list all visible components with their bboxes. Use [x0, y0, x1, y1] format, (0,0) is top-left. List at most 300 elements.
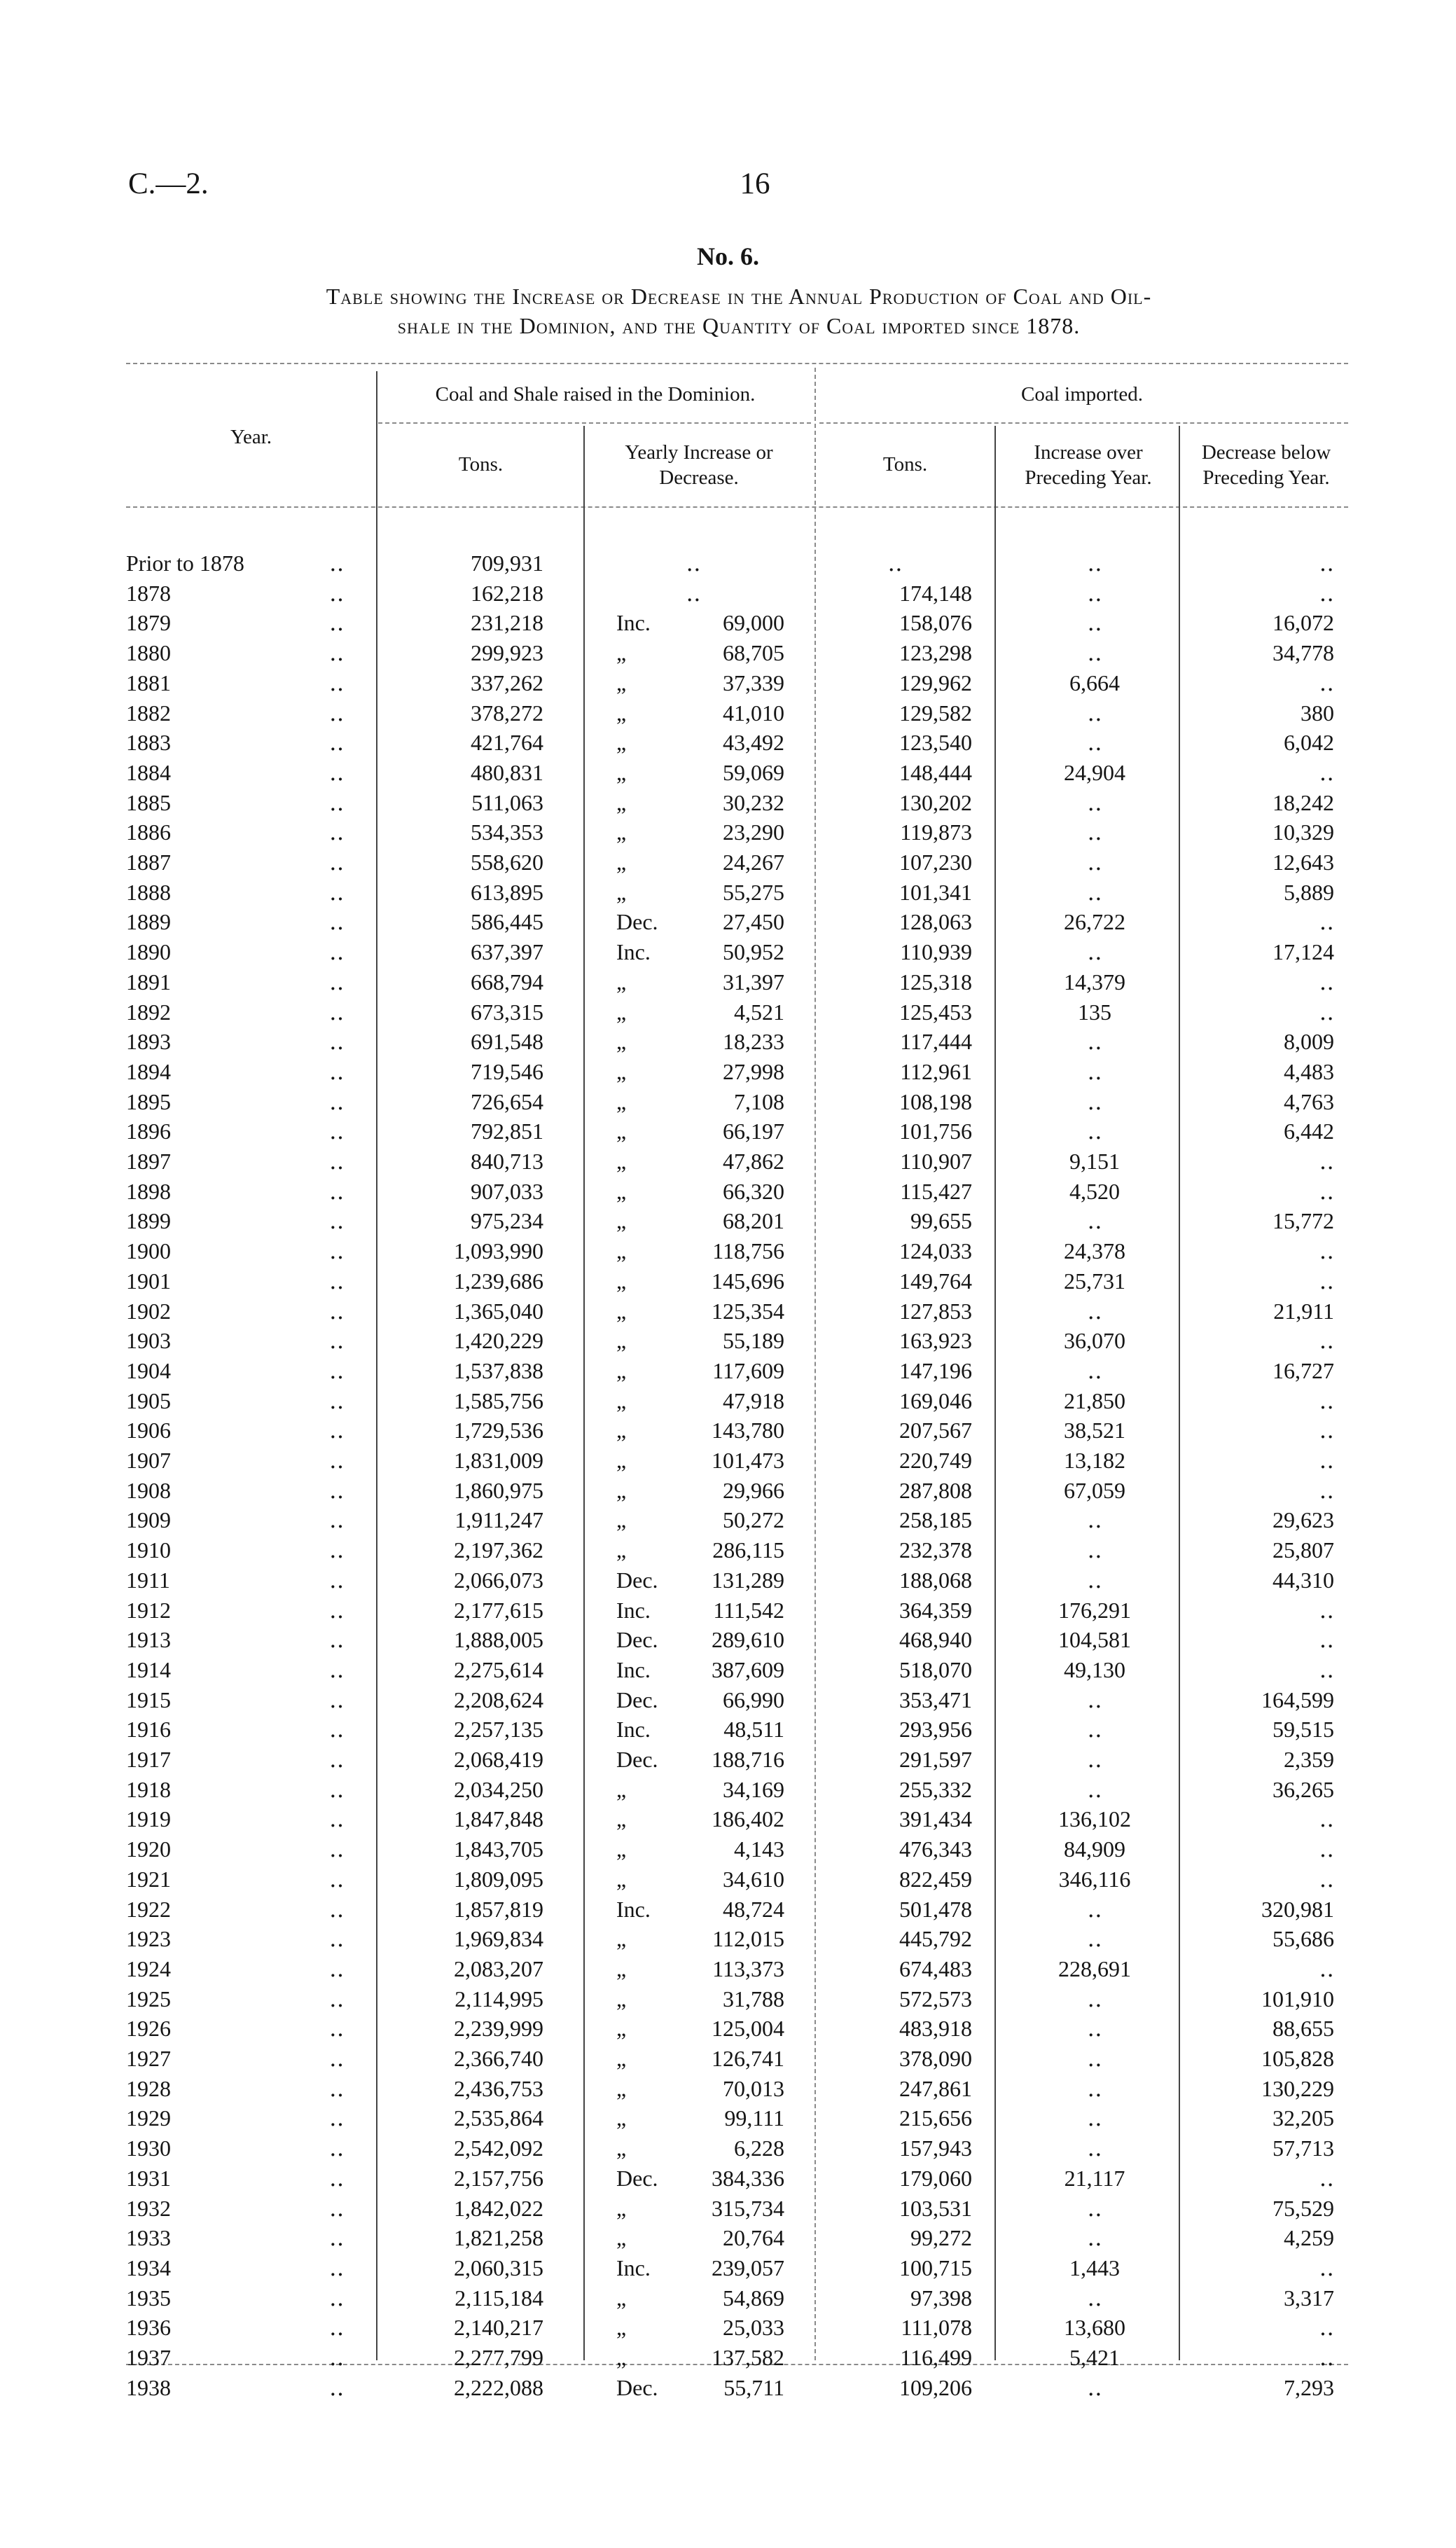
change-type-cell: „	[616, 999, 627, 1025]
imported-decrease-cell: 4,763	[1284, 1088, 1334, 1114]
imported-decrease-cell: ‥	[1319, 909, 1334, 935]
imported-decrease-cell: ‥	[1319, 1836, 1334, 1862]
raised-tons-cell: 480,831	[471, 759, 543, 785]
leader-dots: ‥	[329, 2374, 345, 2400]
change-type-cell: „	[616, 2285, 627, 2311]
table-row	[0, 668, 1456, 698]
table-number: No. 6.	[697, 242, 759, 270]
imported-increase-cell: 84,909	[1064, 1836, 1125, 1862]
imported-increase-cell: ‥	[1087, 2195, 1102, 2221]
imported-increase-cell: ‥	[1087, 1119, 1102, 1144]
imported-tons-cell: 125,453	[899, 999, 972, 1025]
imported-decrease-cell: ‥	[1319, 670, 1334, 695]
year-cell: 1907	[126, 1448, 171, 1473]
year-cell: 1901	[126, 1268, 171, 1294]
imported-increase-cell: ‥	[1087, 2046, 1102, 2071]
imported-increase-cell: 25,731	[1064, 1268, 1125, 1294]
table-row	[0, 2044, 1456, 2073]
change-type-cell: „	[616, 819, 627, 845]
table-row	[0, 1446, 1456, 1475]
year-cell: 1905	[126, 1387, 171, 1413]
change-amount-cell: 59,069	[723, 759, 784, 785]
leader-dots: ‥	[329, 1298, 345, 1324]
year-cell: 1931	[126, 2165, 171, 2191]
leader-dots: ‥	[329, 969, 345, 995]
leader-dots: ‥	[329, 1448, 345, 1473]
imported-decrease-cell: ‥	[1319, 1866, 1334, 1892]
change-amount-cell: 7,108	[734, 1088, 784, 1114]
imported-decrease-cell: ‥	[1319, 1806, 1334, 1832]
imported-decrease-cell: ‥	[1319, 1178, 1334, 1204]
year-cell: 1893	[126, 1029, 171, 1055]
table-row	[0, 1415, 1456, 1445]
raised-tons-cell: 1,842,022	[454, 2195, 543, 2221]
change-amount-cell: 55,189	[723, 1328, 784, 1354]
raised-tons-cell: 975,234	[471, 1208, 543, 1234]
table-row	[0, 788, 1456, 817]
header-imported-increase: Increase over Preceding Year.	[1025, 441, 1152, 489]
imported-tons-cell: 391,434	[899, 1806, 972, 1832]
change-type-cell: „	[616, 1119, 627, 1144]
imported-tons-cell: 247,861	[899, 2075, 972, 2101]
leader-dots: ‥	[329, 1477, 345, 1503]
imported-increase-cell: ‥	[1087, 1537, 1102, 1563]
year-cell: 1917	[126, 1747, 171, 1772]
change-type-cell: „	[616, 1149, 627, 1174]
leader-dots: ‥	[329, 1687, 345, 1712]
year-cell: 1903	[126, 1328, 171, 1354]
leader-dots: ‥	[329, 1328, 345, 1354]
table-row	[0, 2343, 1456, 2372]
change-type-cell: „	[616, 700, 627, 726]
raised-tons-cell: 673,315	[471, 999, 543, 1025]
imported-decrease-cell: 34,778	[1273, 640, 1334, 666]
change-type-cell: „	[616, 640, 627, 666]
year-cell: 1935	[126, 2285, 171, 2311]
imported-increase-cell: 136,102	[1058, 1806, 1131, 1832]
caption-line-2: shale in the Dominion, and the Quantity of Coal imported since 1878.	[397, 313, 1081, 338]
imported-decrease-cell: ‥	[1319, 580, 1334, 606]
table-top-rule	[126, 363, 1348, 364]
imported-increase-cell: 49,130	[1064, 1656, 1125, 1682]
imported-increase-cell: 13,680	[1064, 2315, 1125, 2341]
change-amount-cell: ‥	[686, 551, 701, 576]
table-row	[0, 1804, 1456, 1834]
imported-decrease-cell: 101,910	[1261, 1986, 1334, 2012]
table-row	[0, 1027, 1456, 1056]
imported-tons-cell: 291,597	[899, 1747, 972, 1772]
change-type-cell: „	[616, 2105, 627, 2131]
year-cell: 1894	[126, 1058, 171, 1084]
year-cell: 1895	[126, 1088, 171, 1114]
change-type-cell: Dec.	[616, 909, 658, 935]
imported-tons-cell: 110,939	[900, 939, 972, 965]
change-amount-cell: 30,232	[723, 789, 784, 815]
change-amount-cell: 50,952	[723, 939, 784, 965]
change-type-cell: „	[616, 1298, 627, 1324]
raised-tons-cell: 2,177,615	[454, 1597, 543, 1623]
year-cell: 1883	[126, 730, 171, 756]
imported-increase-cell: ‥	[1087, 1029, 1102, 1055]
imported-tons-cell: 101,756	[899, 1119, 972, 1144]
change-amount-cell: 118,756	[712, 1238, 784, 1264]
raised-tons-cell: 378,272	[471, 700, 543, 726]
year-cell: 1936	[126, 2315, 171, 2341]
imported-decrease-cell: ‥	[1319, 1627, 1334, 1653]
change-amount-cell: 4,521	[734, 999, 784, 1025]
imported-decrease-cell: 44,310	[1273, 1567, 1334, 1593]
imported-decrease-cell: 8,009	[1284, 1029, 1334, 1055]
table-row	[0, 878, 1456, 907]
imported-increase-cell: 24,904	[1064, 759, 1125, 785]
change-amount-cell: 66,320	[723, 1178, 784, 1204]
change-amount-cell: 37,339	[723, 670, 784, 695]
leader-dots: ‥	[329, 2285, 345, 2311]
change-type-cell: „	[616, 1986, 627, 2012]
imported-increase-cell: ‥	[1087, 1298, 1102, 1324]
imported-increase-cell: 4,520	[1069, 1178, 1120, 1204]
table-row	[0, 1356, 1456, 1385]
change-type-cell: Dec.	[616, 2374, 658, 2400]
raised-tons-cell: 2,115,184	[455, 2285, 543, 2311]
leader-dots: ‥	[329, 1208, 345, 1234]
imported-decrease-cell: 4,259	[1284, 2225, 1334, 2251]
year-cell: 1928	[126, 2075, 171, 2101]
leader-dots: ‥	[329, 2345, 345, 2370]
imported-increase-cell: ‥	[1087, 551, 1102, 576]
raised-tons-cell: 299,923	[471, 640, 543, 666]
year-cell: 1914	[126, 1656, 171, 1682]
table-row	[0, 817, 1456, 847]
table-row	[0, 847, 1456, 877]
imported-decrease-cell: 59,515	[1273, 1717, 1334, 1743]
year-cell: 1892	[126, 999, 171, 1025]
leader-dots: ‥	[329, 939, 345, 965]
imported-tons-cell: 258,185	[899, 1507, 972, 1533]
raised-tons-cell: 1,239,686	[454, 1268, 543, 1294]
year-cell: 1929	[126, 2105, 171, 2131]
table-row	[0, 1177, 1456, 1206]
imported-increase-cell: ‥	[1087, 1896, 1102, 1922]
change-type-cell: Inc.	[616, 610, 651, 636]
year-cell: 1926	[126, 2016, 171, 2042]
year-cell: 1933	[126, 2225, 171, 2251]
year-cell: 1879	[126, 610, 171, 636]
imported-tons-cell: 108,198	[899, 1088, 972, 1114]
imported-decrease-cell: ‥	[1319, 1149, 1334, 1174]
change-type-cell: „	[616, 1387, 627, 1413]
year-cell: 1924	[126, 1955, 171, 1981]
leader-dots: ‥	[329, 2105, 345, 2131]
imported-tons-cell: 147,196	[899, 1357, 972, 1383]
imported-tons-cell: 110,907	[900, 1149, 972, 1174]
change-amount-cell: 188,716	[712, 1747, 784, 1772]
change-amount-cell: 117,609	[712, 1357, 784, 1383]
imported-tons-cell: 97,398	[910, 2285, 972, 2311]
imported-increase-cell: 6,664	[1069, 670, 1120, 695]
table-row	[0, 1296, 1456, 1326]
raised-tons-cell: 2,197,362	[454, 1537, 543, 1563]
imported-tons-cell: 130,202	[899, 789, 972, 815]
imported-increase-cell: ‥	[1087, 730, 1102, 756]
imported-increase-cell: ‥	[1087, 939, 1102, 965]
table-row	[0, 548, 1456, 578]
imported-tons-cell: 179,060	[899, 2165, 972, 2191]
leader-dots: ‥	[329, 1058, 345, 1084]
change-amount-cell: 113,373	[712, 1955, 784, 1981]
year-cell: 1918	[126, 1776, 171, 1802]
year-cell: 1904	[126, 1357, 171, 1383]
year-cell: 1912	[126, 1597, 171, 1623]
table-caption	[126, 282, 1352, 340]
year-cell: 1881	[126, 670, 171, 695]
leader-dots: ‥	[329, 1418, 345, 1443]
change-amount-cell: 70,013	[723, 2075, 784, 2101]
imported-increase-cell: ‥	[1087, 1687, 1102, 1712]
raised-tons-cell: 1,585,756	[454, 1387, 543, 1413]
imported-decrease-cell: ‥	[1319, 2165, 1334, 2191]
imported-increase-cell: ‥	[1087, 2374, 1102, 2400]
year-cell: 1915	[126, 1687, 171, 1712]
year-cell: 1899	[126, 1208, 171, 1234]
change-type-cell: „	[616, 1328, 627, 1354]
raised-tons-cell: 2,277,799	[454, 2345, 543, 2370]
imported-tons-cell: 255,332	[899, 1776, 972, 1802]
imported-group-rule	[819, 422, 1348, 424]
imported-tons-cell: 207,567	[899, 1418, 972, 1443]
imported-tons-cell: 215,656	[899, 2105, 972, 2131]
table-row	[0, 2313, 1456, 2342]
change-type-cell: „	[616, 1208, 627, 1234]
table-row	[0, 728, 1456, 757]
leader-dots: ‥	[329, 700, 345, 726]
table-row	[0, 1535, 1456, 1565]
table-row	[0, 2373, 1456, 2402]
leader-dots: ‥	[329, 1986, 345, 2012]
table-row	[0, 2133, 1456, 2163]
raised-tons-cell: 691,548	[471, 1029, 543, 1055]
leader-dots: ‥	[329, 2046, 345, 2071]
imported-increase-cell: ‥	[1087, 1507, 1102, 1533]
change-amount-cell: 55,711	[723, 2374, 784, 2400]
table-row	[0, 1685, 1456, 1715]
header-bottom-rule	[126, 506, 1348, 508]
leader-dots: ‥	[329, 1866, 345, 1892]
imported-decrease-cell: ‥	[1319, 1477, 1334, 1503]
imported-increase-cell: 36,070	[1064, 1328, 1125, 1354]
change-amount-cell: 34,169	[723, 1776, 784, 1802]
imported-tons-cell: 123,298	[899, 640, 972, 666]
year-cell: 1919	[126, 1806, 171, 1832]
year-cell: 1927	[126, 2046, 171, 2071]
raised-tons-cell: 840,713	[471, 1149, 543, 1174]
change-type-cell: „	[616, 1357, 627, 1383]
imported-increase-cell: 38,521	[1064, 1418, 1125, 1443]
leader-dots: ‥	[329, 2165, 345, 2191]
imported-tons-cell: ‥	[887, 551, 903, 576]
imported-decrease-cell: 10,329	[1273, 819, 1334, 845]
change-type-cell: „	[616, 670, 627, 695]
imported-decrease-cell: ‥	[1319, 1328, 1334, 1354]
raised-tons-cell: 2,535,864	[454, 2105, 543, 2131]
imported-decrease-cell: 55,686	[1273, 1926, 1334, 1952]
imported-decrease-cell: 105,828	[1261, 2046, 1334, 2071]
leader-dots: ‥	[329, 2315, 345, 2341]
year-cell: 1932	[126, 2195, 171, 2221]
table-row	[0, 1834, 1456, 1864]
year-cell: 1920	[126, 1836, 171, 1862]
imported-increase-cell: ‥	[1087, 2225, 1102, 2251]
imported-decrease-cell: 6,042	[1284, 730, 1334, 756]
imported-increase-cell: 24,378	[1064, 1238, 1125, 1264]
imported-increase-cell: ‥	[1087, 640, 1102, 666]
imported-increase-cell: ‥	[1087, 2105, 1102, 2131]
table-row	[0, 579, 1456, 608]
change-amount-cell: 186,402	[712, 1806, 784, 1832]
change-type-cell: „	[616, 1866, 627, 1892]
imported-tons-cell: 158,076	[899, 610, 972, 636]
imported-decrease-cell: 16,727	[1273, 1357, 1334, 1383]
imported-decrease-cell: ‥	[1319, 1268, 1334, 1294]
change-amount-cell: 23,290	[723, 819, 784, 845]
imported-tons-cell: 169,046	[899, 1387, 972, 1413]
imported-increase-cell: ‥	[1087, 1058, 1102, 1084]
raised-tons-cell: 2,275,614	[454, 1656, 543, 1682]
year-cell: 1934	[126, 2255, 171, 2280]
header-imported-tons: Tons.	[882, 453, 928, 476]
imported-decrease-cell: 18,242	[1273, 789, 1334, 815]
change-type-cell: Dec.	[616, 1567, 658, 1593]
table-row	[0, 1565, 1456, 1595]
imported-increase-cell: 9,151	[1069, 1149, 1120, 1174]
imported-decrease-cell: ‥	[1319, 2255, 1334, 2280]
raised-tons-cell: 2,066,073	[454, 1567, 543, 1593]
leader-dots: ‥	[329, 1806, 345, 1832]
change-amount-cell: 315,734	[712, 2195, 784, 2221]
imported-tons-cell: 501,478	[899, 1896, 972, 1922]
imported-decrease-cell: ‥	[1319, 2345, 1334, 2370]
imported-tons-cell: 468,940	[899, 1627, 972, 1653]
leader-dots: ‥	[329, 551, 345, 576]
change-amount-cell: 101,473	[712, 1448, 784, 1473]
change-amount-cell: 112,015	[712, 1926, 784, 1952]
change-amount-cell: 137,582	[712, 2345, 784, 2370]
raised-tons-cell: 907,033	[471, 1178, 543, 1204]
raised-tons-cell: 1,420,229	[454, 1328, 543, 1354]
leader-dots: ‥	[329, 759, 345, 785]
raised-tons-cell: 2,083,207	[454, 1955, 543, 1981]
header-raised-change: Yearly Increase or Decrease.	[625, 441, 773, 489]
leader-dots: ‥	[329, 1656, 345, 1682]
change-type-cell: „	[616, 1238, 627, 1264]
raised-tons-cell: 2,239,999	[454, 2016, 543, 2042]
change-type-cell: Inc.	[616, 939, 651, 965]
year-cell: 1889	[126, 909, 171, 935]
imported-tons-cell: 115,427	[900, 1178, 972, 1204]
table-row	[0, 1326, 1456, 1355]
raised-tons-cell: 1,809,095	[454, 1866, 543, 1892]
leader-dots: ‥	[329, 1088, 345, 1114]
imported-tons-cell: 572,573	[899, 1986, 972, 2012]
imported-increase-cell: ‥	[1087, 1986, 1102, 2012]
change-amount-cell: 384,336	[712, 2165, 784, 2191]
change-type-cell: „	[616, 759, 627, 785]
year-cell: 1887	[126, 850, 171, 875]
change-amount-cell: 125,004	[712, 2016, 784, 2042]
change-type-cell: „	[616, 1088, 627, 1114]
leader-dots: ‥	[329, 1567, 345, 1593]
imported-increase-cell: ‥	[1087, 879, 1102, 905]
leader-dots: ‥	[329, 1178, 345, 1204]
imported-increase-cell: 104,581	[1058, 1627, 1131, 1653]
change-amount-cell: 99,111	[724, 2105, 784, 2131]
change-type-cell: Dec.	[616, 1627, 658, 1653]
raised-group-rule	[378, 422, 811, 424]
change-amount-cell: 286,115	[712, 1537, 784, 1563]
raised-tons-cell: 792,851	[471, 1119, 543, 1144]
raised-tons-cell: 421,764	[471, 730, 543, 756]
year-cell: 1909	[126, 1507, 171, 1533]
year-cell: 1900	[126, 1238, 171, 1264]
imported-decrease-cell: 5,889	[1284, 879, 1334, 905]
year-cell: 1898	[126, 1178, 171, 1204]
change-type-cell: „	[616, 1268, 627, 1294]
table-row	[0, 608, 1456, 637]
imported-tons-cell: 220,749	[899, 1448, 972, 1473]
imported-increase-cell: 135	[1078, 999, 1111, 1025]
change-amount-cell: 41,010	[723, 700, 784, 726]
imported-tons-cell: 163,923	[899, 1328, 972, 1354]
raised-tons-cell: 162,218	[471, 580, 543, 606]
change-type-cell: „	[616, 1448, 627, 1473]
table-row	[0, 1116, 1456, 1146]
change-type-cell: „	[616, 2135, 627, 2161]
imported-increase-cell: ‥	[1087, 1926, 1102, 1952]
imported-tons-cell: 232,378	[899, 1537, 972, 1563]
change-type-cell: „	[616, 2075, 627, 2101]
imported-decrease-cell: 29,623	[1273, 1507, 1334, 1533]
change-amount-cell: 25,033	[723, 2315, 784, 2341]
raised-tons-cell: 1,093,990	[454, 1238, 543, 1264]
table-row	[0, 1087, 1456, 1116]
table-row	[0, 758, 1456, 787]
imported-tons-cell: 101,341	[899, 879, 972, 905]
raised-tons-cell: 1,911,247	[455, 1507, 543, 1533]
imported-increase-cell: ‥	[1087, 1747, 1102, 1772]
imported-decrease-cell: ‥	[1319, 1656, 1334, 1682]
change-type-cell: „	[616, 1507, 627, 1533]
change-type-cell: „	[616, 879, 627, 905]
imported-tons-cell: 107,230	[899, 850, 972, 875]
imported-tons-cell: 109,206	[899, 2374, 972, 2400]
year-cell: 1884	[126, 759, 171, 785]
table-row	[0, 1625, 1456, 1654]
raised-tons-cell: 1,860,975	[454, 1477, 543, 1503]
year-cell: 1891	[126, 969, 171, 995]
change-type-cell: „	[616, 1058, 627, 1084]
change-amount-cell: 55,275	[723, 879, 784, 905]
table-row	[0, 1924, 1456, 1953]
imported-decrease-cell: 6,442	[1284, 1119, 1334, 1144]
raised-tons-cell: 1,847,848	[454, 1806, 543, 1832]
table-row	[0, 1954, 1456, 1983]
raised-tons-cell: 2,060,315	[454, 2255, 543, 2280]
imported-increase-cell: ‥	[1087, 700, 1102, 726]
raised-tons-cell: 709,931	[471, 551, 543, 576]
year-cell: 1913	[126, 1627, 171, 1653]
change-type-cell: „	[616, 850, 627, 875]
imported-tons-cell: 445,792	[899, 1926, 972, 1952]
